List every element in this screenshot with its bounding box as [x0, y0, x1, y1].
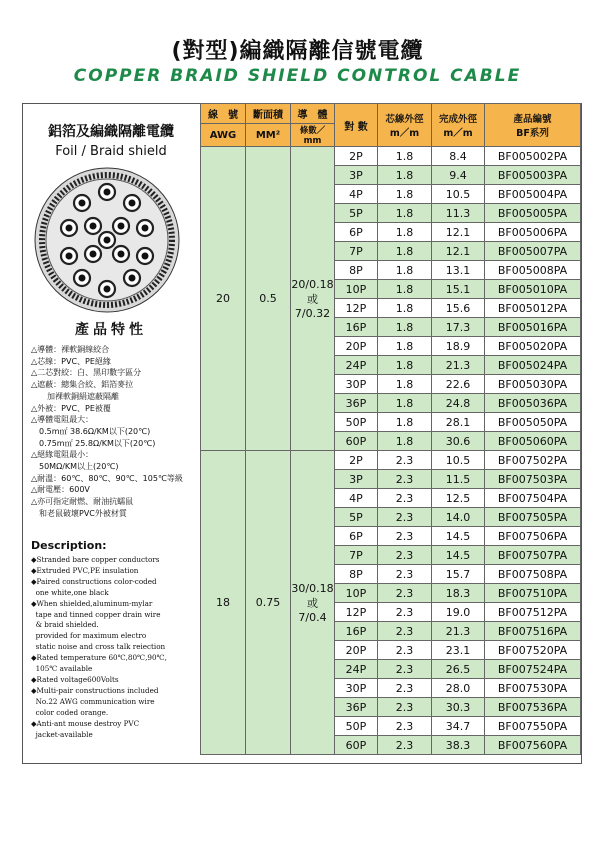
- finish-od-cell: 15.7: [432, 565, 485, 584]
- pairs-cell: 50P: [335, 413, 378, 432]
- product-code-cell: BF007536PA: [485, 698, 581, 717]
- conductor-line: 30/0.18: [291, 581, 334, 595]
- description-item: ◆Rated voltage600Volts: [31, 674, 119, 684]
- finish-od-cell: 23.1: [432, 641, 485, 660]
- core-od-cell: 1.8: [378, 242, 432, 261]
- pairs-cell: 16P: [335, 622, 378, 641]
- core-od-cell: 1.8: [378, 204, 432, 223]
- finish-od-cell: 22.6: [432, 375, 485, 394]
- feature-item: △絕緣電阻最小：: [31, 450, 94, 460]
- header-finish-od-label: 完成外徑: [438, 114, 477, 125]
- spec-table: [200, 103, 581, 755]
- pairs-cell: 4P: [335, 489, 378, 508]
- finish-od-cell: 30.3: [432, 698, 485, 717]
- header-product-code-label: 產品編號: [513, 114, 552, 125]
- conductor-cell: [291, 147, 335, 451]
- header-pairs: 對 數: [335, 104, 378, 147]
- pairs-cell: 30P: [335, 679, 378, 698]
- pairs-cell: 36P: [335, 394, 378, 413]
- pairs-cell: 16P: [335, 318, 378, 337]
- core-od-cell: 1.8: [378, 299, 432, 318]
- product-code-cell: BF007550PA: [485, 717, 581, 736]
- feature-item: 和老鼠破壞PVC外被材質: [31, 508, 127, 518]
- core-od-cell: 2.3: [378, 698, 432, 717]
- product-code-cell: BF005016PA: [485, 318, 581, 337]
- core-od-cell: 2.3: [378, 508, 432, 527]
- header-finish-od: [432, 104, 485, 147]
- core-od-cell: 1.8: [378, 147, 432, 166]
- finish-od-cell: 8.4: [432, 147, 485, 166]
- pairs-cell: 60P: [335, 736, 378, 755]
- conductor-line: 或: [307, 292, 318, 306]
- product-code-cell: BF007502PA: [485, 451, 581, 470]
- pairs-cell: 8P: [335, 261, 378, 280]
- description-item: 105℃ available: [31, 664, 93, 674]
- finish-od-cell: 26.5: [432, 660, 485, 679]
- cable-type-subtitle: Foil / Braid shield: [55, 144, 167, 159]
- core-od-cell: 2.3: [378, 565, 432, 584]
- feature-item: △外被：PVC、PE被覆: [31, 403, 111, 413]
- core-od-cell: 2.3: [378, 679, 432, 698]
- pairs-cell: 20P: [335, 641, 378, 660]
- page-title: (對型)編織隔離信號電纜: [171, 39, 424, 64]
- header-conductor: 導 體: [291, 104, 335, 124]
- header-area: 斷面積: [246, 104, 291, 124]
- core-od-cell: 1.8: [378, 413, 432, 432]
- core-od-cell: 1.8: [378, 394, 432, 413]
- core-od-cell: 2.3: [378, 527, 432, 546]
- finish-od-cell: 24.8: [432, 394, 485, 413]
- header-product-code: [485, 104, 581, 147]
- pairs-cell: 10P: [335, 584, 378, 603]
- conductor-cell: [291, 451, 335, 755]
- product-code-cell: BF007504PA: [485, 489, 581, 508]
- core-od-cell: 2.3: [378, 546, 432, 565]
- product-code-cell: BF005036PA: [485, 394, 581, 413]
- core-od-cell: 1.8: [378, 432, 432, 451]
- feature-item: △亦可指定耐燃、耐油抗蠕鼠: [31, 497, 134, 507]
- gauge-cell: 20: [201, 147, 246, 451]
- description-item: ◆Rated temperature 60℃,80℃,90℃,: [31, 653, 167, 663]
- product-code-cell: BF005030PA: [485, 375, 581, 394]
- description-item: jacket-available: [31, 729, 93, 739]
- product-code-cell: BF007516PA: [485, 622, 581, 641]
- feature-item: △耐電壓：600V: [31, 485, 90, 495]
- finish-od-cell: 21.3: [432, 356, 485, 375]
- feature-item: △導體：裸軟銅線絞合: [31, 345, 110, 354]
- description-item: ◆Extruded PVC,PE insulation: [31, 565, 139, 575]
- features-title: 產品特性: [75, 322, 147, 338]
- product-code-cell: BF007503PA: [485, 470, 581, 489]
- finish-od-cell: 38.3: [432, 736, 485, 755]
- core-od-cell: 2.3: [378, 489, 432, 508]
- product-code-cell: BF005008PA: [485, 261, 581, 280]
- description-item: ◆Paired constructions color-coded: [31, 576, 157, 586]
- product-code-cell: BF005002PA: [485, 147, 581, 166]
- features-list: [31, 344, 201, 520]
- cable-type-title: 鋁箔及編織隔離電纜: [48, 124, 174, 140]
- pairs-cell: 24P: [335, 356, 378, 375]
- description-title: Description:: [31, 539, 107, 552]
- conductor-line: 7/0.32: [294, 306, 331, 320]
- core-od-cell: 2.3: [378, 584, 432, 603]
- pairs-cell: 50P: [335, 717, 378, 736]
- product-code-cell: BF007530PA: [485, 679, 581, 698]
- pairs-cell: 10P: [335, 280, 378, 299]
- pairs-cell: 8P: [335, 565, 378, 584]
- product-code-cell: BF005060PA: [485, 432, 581, 451]
- finish-od-cell: 28.0: [432, 679, 485, 698]
- left-panel: [22, 103, 200, 764]
- finish-od-cell: 15.1: [432, 280, 485, 299]
- product-code-cell: BF007510PA: [485, 584, 581, 603]
- finish-od-cell: 17.3: [432, 318, 485, 337]
- area-cell: 0.75: [246, 451, 291, 755]
- finish-od-cell: 10.5: [432, 451, 485, 470]
- feature-item: △耐溫：60℃、80℃、90℃、105℃等級: [31, 473, 183, 483]
- core-od-cell: 1.8: [378, 223, 432, 242]
- product-code-cell: BF007508PA: [485, 565, 581, 584]
- header-core-od: [378, 104, 432, 147]
- core-od-cell: 2.3: [378, 736, 432, 755]
- header-awg: AWG: [201, 124, 246, 147]
- product-code-cell: BF005005PA: [485, 204, 581, 223]
- core-od-cell: 1.8: [378, 318, 432, 337]
- pairs-cell: 3P: [335, 470, 378, 489]
- pairs-cell: 60P: [335, 432, 378, 451]
- feature-item: 0.5m㎡ 38.6Ω/KM以下(20℃): [31, 426, 151, 436]
- description-item: ◆Anti-ant mouse destroy PVC: [31, 718, 140, 728]
- product-code-cell: BF007507PA: [485, 546, 581, 565]
- product-code-cell: BF005003PA: [485, 166, 581, 185]
- pairs-cell: 2P: [335, 147, 378, 166]
- description-item: ◆Stranded bare copper conductors: [31, 555, 160, 564]
- product-code-cell: BF005007PA: [485, 242, 581, 261]
- pairs-cell: 30P: [335, 375, 378, 394]
- pairs-cell: 7P: [335, 242, 378, 261]
- product-code-cell: BF007560PA: [485, 736, 581, 755]
- finish-od-cell: 21.3: [432, 622, 485, 641]
- pairs-cell: 5P: [335, 204, 378, 223]
- description-item: provided for maximum electro: [31, 631, 147, 641]
- conductor-line: 7/0.4: [298, 610, 327, 624]
- description-item: ◆Multi-pair constructions included: [31, 685, 159, 695]
- description-item: one white,one black: [31, 587, 109, 597]
- finish-od-cell: 14.0: [432, 508, 485, 527]
- header-gauge: 線 號: [201, 104, 246, 124]
- finish-od-cell: 14.5: [432, 527, 485, 546]
- header-product-code-series: BF系列: [516, 128, 549, 139]
- feature-item: △芯線：PVC、PE絕緣: [31, 356, 111, 366]
- core-od-cell: 2.3: [378, 717, 432, 736]
- feature-item: 0.75m㎡ 25.8Ω/KM以下(20℃): [31, 438, 156, 448]
- table-row: [201, 147, 581, 166]
- pairs-cell: 2P: [335, 451, 378, 470]
- conductor-line: 或: [307, 596, 318, 610]
- product-code-cell: BF007506PA: [485, 527, 581, 546]
- product-code-cell: BF007520PA: [485, 641, 581, 660]
- product-code-cell: BF007524PA: [485, 660, 581, 679]
- product-code-cell: BF007512PA: [485, 603, 581, 622]
- product-code-cell: BF005024PA: [485, 356, 581, 375]
- description-item: tape and tinned copper drain wire: [31, 609, 161, 619]
- finish-od-cell: 15.6: [432, 299, 485, 318]
- core-od-cell: 1.8: [378, 337, 432, 356]
- product-code-cell: BF007505PA: [485, 508, 581, 527]
- core-od-cell: 1.8: [378, 166, 432, 185]
- finish-od-cell: 12.1: [432, 242, 485, 261]
- finish-od-cell: 12.1: [432, 223, 485, 242]
- feature-item: △遮蔽：總集合絞、鋁箔麥拉: [31, 380, 134, 390]
- finish-od-cell: 18.3: [432, 584, 485, 603]
- gauge-cell: 18: [201, 451, 246, 755]
- core-od-cell: 1.8: [378, 261, 432, 280]
- finish-od-cell: 11.3: [432, 204, 485, 223]
- finish-od-cell: 18.9: [432, 337, 485, 356]
- feature-item: 50MΩ/KM以上(20℃): [31, 462, 119, 472]
- header-core-od-unit: m／m: [389, 128, 420, 139]
- finish-od-cell: 9.4: [432, 166, 485, 185]
- pairs-cell: 6P: [335, 223, 378, 242]
- area-cell: 0.5: [246, 147, 291, 451]
- feature-item: 加裸軟銅絹遮蔽隔離: [31, 391, 119, 401]
- pairs-cell: 4P: [335, 185, 378, 204]
- header-finish-od-unit: m／m: [443, 128, 473, 139]
- pairs-cell: 3P: [335, 166, 378, 185]
- header-core-od-label: 芯線外徑: [385, 114, 424, 125]
- core-od-cell: 1.8: [378, 280, 432, 299]
- finish-od-cell: 11.5: [432, 470, 485, 489]
- product-code-cell: BF005050PA: [485, 413, 581, 432]
- pairs-cell: 5P: [335, 508, 378, 527]
- pairs-cell: 6P: [335, 527, 378, 546]
- pairs-cell: 36P: [335, 698, 378, 717]
- product-code-cell: BF005004PA: [485, 185, 581, 204]
- pairs-cell: 24P: [335, 660, 378, 679]
- description-item: No.22 AWG communication wire: [31, 696, 155, 706]
- finish-od-cell: 28.1: [432, 413, 485, 432]
- core-od-cell: 2.3: [378, 660, 432, 679]
- pairs-cell: 7P: [335, 546, 378, 565]
- conductor-line: 20/0.18: [291, 277, 334, 291]
- pairs-cell: 12P: [335, 299, 378, 318]
- header-mm2: MM²: [246, 124, 291, 147]
- header-strands: 條數／mm: [291, 124, 335, 147]
- product-code-cell: BF005020PA: [485, 337, 581, 356]
- page-subtitle-english: COPPER BRAID SHIELD CONTROL CABLE: [73, 66, 522, 86]
- description-item: ◆When shielded,aluminum-mylar: [31, 598, 153, 608]
- finish-od-cell: 14.5: [432, 546, 485, 565]
- core-od-cell: 2.3: [378, 470, 432, 489]
- product-code-cell: BF005012PA: [485, 299, 581, 318]
- table-row: [201, 451, 581, 470]
- cable-cross-section-diagram: [33, 166, 181, 314]
- product-code-cell: BF005006PA: [485, 223, 581, 242]
- description-item: static noise and cross talk reiection: [31, 642, 166, 652]
- core-od-cell: 1.8: [378, 356, 432, 375]
- finish-od-cell: 10.5: [432, 185, 485, 204]
- finish-od-cell: 34.7: [432, 717, 485, 736]
- finish-od-cell: 13.1: [432, 261, 485, 280]
- finish-od-cell: 12.5: [432, 489, 485, 508]
- pairs-cell: 20P: [335, 337, 378, 356]
- feature-item: △導體電阻最大：: [31, 415, 94, 425]
- core-od-cell: 2.3: [378, 622, 432, 641]
- description-item: color coded orange.: [31, 707, 109, 717]
- product-code-cell: BF005010PA: [485, 280, 581, 299]
- core-od-cell: 2.3: [378, 451, 432, 470]
- core-od-cell: 1.8: [378, 375, 432, 394]
- core-od-cell: 2.3: [378, 603, 432, 622]
- description-item: & braid shielded.: [31, 620, 99, 630]
- feature-item: △二芯對絞：白、黑印數字區分: [31, 368, 142, 378]
- core-od-cell: 2.3: [378, 641, 432, 660]
- core-od-cell: 1.8: [378, 185, 432, 204]
- pairs-cell: 12P: [335, 603, 378, 622]
- finish-od-cell: 19.0: [432, 603, 485, 622]
- description-list: [31, 555, 211, 740]
- finish-od-cell: 30.6: [432, 432, 485, 451]
